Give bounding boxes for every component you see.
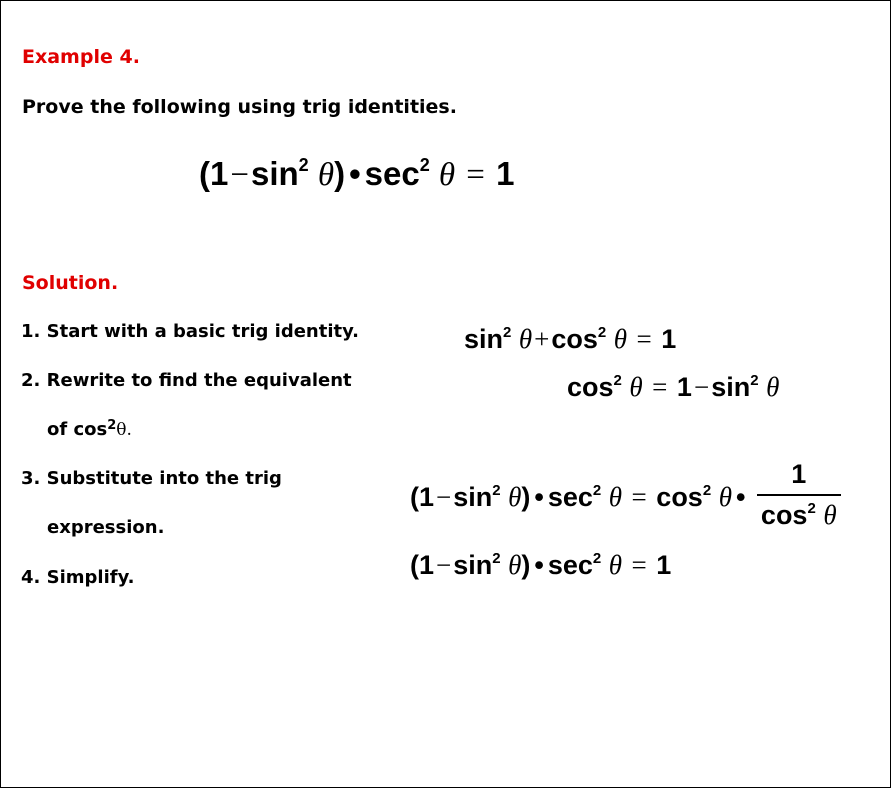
rewrite-equation	[567, 374, 779, 401]
eq4-bullet: •	[534, 550, 544, 580]
eq1-theta-2: θ	[613, 324, 628, 354]
problem-bullet: •	[349, 155, 361, 192]
eq3-den-exponent: 2	[807, 500, 816, 517]
eq4-sin-exponent: 2	[492, 550, 501, 567]
eq4-theta-1: θ	[508, 550, 522, 580]
eq3-minus: −	[436, 482, 452, 513]
eq4-theta-2: θ	[608, 550, 623, 580]
problem-sec-exponent: 2	[419, 155, 430, 175]
eq4-minus: −	[436, 550, 452, 580]
problem-equals: =	[466, 157, 485, 193]
eq3-open-one: (1	[410, 482, 435, 513]
step-2-line-1: 2. Rewrite to find the equivalent	[21, 370, 352, 391]
eq3-sin-exponent: 2	[492, 482, 501, 500]
step-2-exponent: 2	[107, 418, 117, 433]
problem-sin-exponent: 2	[298, 155, 309, 175]
eq3-close-paren: )	[521, 482, 531, 513]
eq2-cos: cos	[567, 372, 614, 402]
eq3-theta-1: θ	[508, 482, 522, 513]
eq3-fraction-denominator	[757, 494, 841, 529]
eq3-den-cos: cos	[760, 500, 808, 530]
problem-sin: sin	[250, 155, 299, 192]
eq1-equals: =	[636, 324, 652, 354]
problem-theta-2: θ	[438, 157, 456, 193]
eq3-theta-3: θ	[718, 482, 732, 513]
eq4-close-paren: )	[521, 550, 531, 580]
eq4-sec: sec	[547, 550, 593, 580]
identity-equation	[464, 326, 676, 353]
eq3-equals: =	[631, 482, 647, 513]
problem-close-paren: )	[334, 155, 346, 192]
eq2-cos-exponent: 2	[613, 372, 622, 389]
eq2-equals: =	[652, 372, 668, 402]
solution-title: Solution.	[22, 272, 119, 294]
eq2-theta-2: θ	[766, 372, 780, 402]
step-2-line-2	[47, 418, 132, 440]
eq3-bullet-2: •	[735, 482, 746, 513]
problem-open-one: (1	[199, 155, 229, 192]
eq1-cos: cos	[551, 324, 598, 354]
problem-theta-1: θ	[317, 157, 335, 193]
step-3-line-1: 3. Substitute into the trig	[21, 468, 282, 489]
example-prompt: Prove the following using trig identities.	[22, 96, 457, 118]
eq3-fraction	[757, 461, 841, 529]
step-3-line-2: expression.	[47, 517, 165, 538]
step-1: 1. Start with a basic trig identity.	[21, 321, 360, 342]
eq3-bullet-1: •	[534, 482, 544, 513]
step-2-theta: θ.	[116, 420, 132, 440]
eq1-sin-exponent: 2	[503, 324, 512, 341]
eq2-theta-1: θ	[629, 372, 643, 402]
eq4-sin: sin	[453, 550, 493, 580]
step-4: 4. Simplify.	[21, 567, 135, 588]
eq2-minus: −	[693, 372, 710, 402]
eq4-rhs: 1	[656, 550, 672, 580]
eq3-den-theta: θ	[823, 500, 837, 530]
eq1-plus: +	[534, 324, 550, 354]
eq1-sin: sin	[464, 324, 504, 354]
eq1-cos-exponent: 2	[597, 324, 607, 341]
eq3-sec-exponent: 2	[592, 482, 602, 500]
eq2-one: 1	[676, 372, 692, 402]
eq3-cos-exponent: 2	[702, 482, 712, 500]
eq2-sin: sin	[711, 372, 751, 402]
problem-equation	[199, 157, 514, 192]
substitution-equation	[410, 459, 841, 533]
eq1-rhs: 1	[661, 324, 677, 354]
eq1-theta-1: θ	[518, 324, 533, 354]
eq3-cos: cos	[656, 482, 703, 513]
problem-sec: sec	[364, 155, 420, 192]
simplified-equation	[410, 552, 671, 579]
eq4-sec-exponent: 2	[592, 550, 602, 567]
eq3-fraction-numerator: 1	[791, 459, 807, 489]
eq3-sec: sec	[547, 482, 593, 513]
step-2-cos: of cos	[47, 419, 108, 440]
eq4-open-one: (1	[410, 550, 435, 580]
example-title: Example 4.	[22, 46, 140, 68]
eq2-sin-exponent: 2	[750, 372, 759, 389]
problem-rhs: 1	[496, 155, 515, 192]
problem-minus: −	[230, 157, 249, 193]
eq3-theta-2: θ	[608, 482, 623, 513]
eq4-equals: =	[631, 550, 647, 580]
eq3-sin: sin	[453, 482, 493, 513]
